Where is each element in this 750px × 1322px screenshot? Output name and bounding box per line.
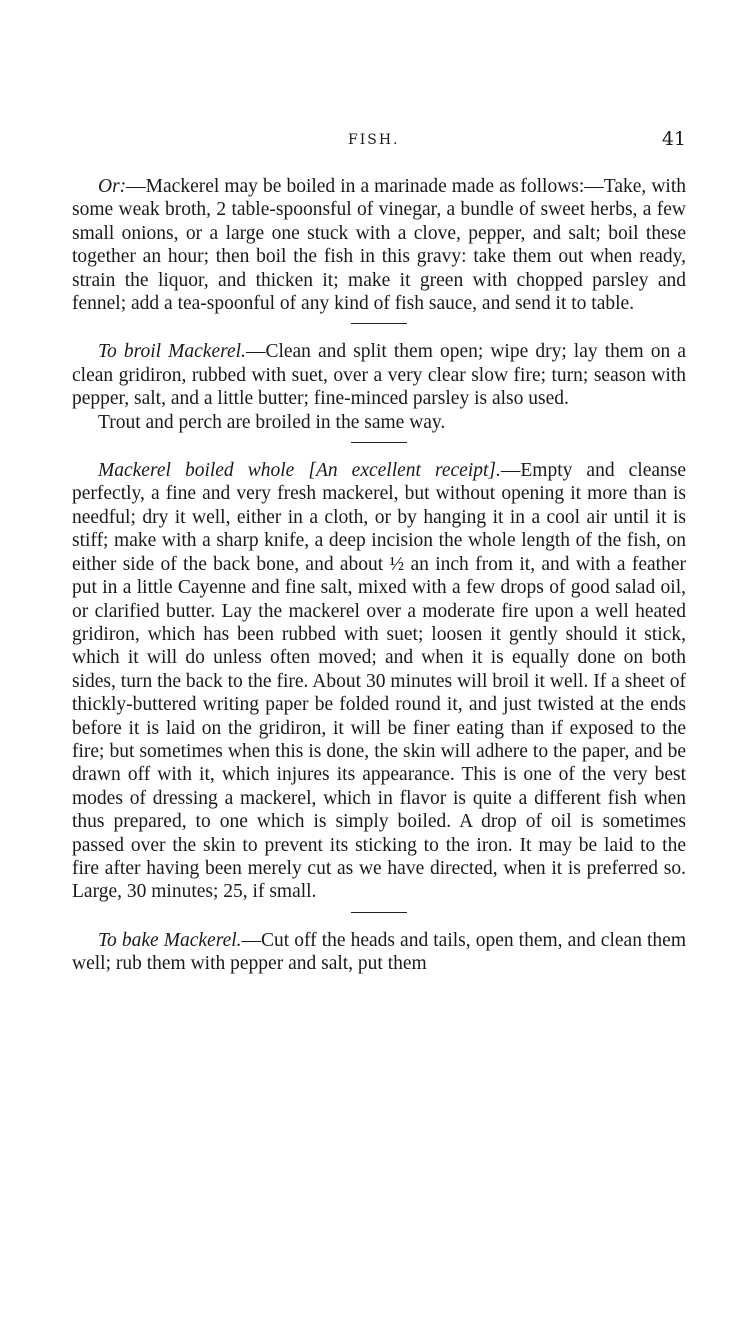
book-page	[72, 0, 686, 1322]
recipe-title: To bake Mackerel.	[98, 929, 242, 951]
recipe-text: —Mackerel may be boiled in a marinade made as follows:—Take, with some weak broth, 2 table-spoonsful of vinegar, a bundle of sweet herbs, a few small onions, or a large one stuck with a clove, pepper, and salt; boil these together an hour; then boil the fish in this gravy: take them out when ready, strain the liquor, and thicken it; make it green with chopped parsley and fennel; add a tea-spoonful of any kind of fish sauce, and send it to table.	[72, 176, 686, 315]
page-number: 41	[661, 128, 686, 150]
section-divider	[351, 323, 407, 324]
recipe-text: —Empty and cleanse perfectly, a fine and very fresh mackerel, but without opening it more than is needful; dry it well, either in a cloth, or by hanging it in a cool air until it is stiff; make with a sharp knife, a deep incision the whole length of the fish, on either side of the back bone, and about ½ an inch from it, and with a feather put in a little Cayenne and fine salt, mixed with a few drops of good salad oil, or clarified butter. Lay the mackerel over a moderate fire upon a well heated gridiron, which has been rubbed with suet; loosen it gently should it stick, which it will do unless often moved; and when it is equally done on both sides, turn the back to the fire. About 30 minutes will broil it well. If a sheet of thickly-buttered writing paper be folded round it, and just twisted at the ends before it is laid on the gridiron, it will be finer eating than if exposed to the fire; but sometimes when this is done, the skin will adhere to the paper, and be drawn off with it, which injures its appearance. This is one of the very best modes of dressing a mackerel, which in flavor is quite a different fish when thus prepared, to one which is simply boiled. A drop of oil is sometimes passed over the skin to prevent its sticking to the iron. It may be laid to the fire after having been merely cut as we have directed, when it is preferred so. Large, 30 minutes; 25, if small.	[72, 460, 687, 903]
paragraph-broil-mackerel	[72, 340, 686, 410]
section-title: FISH.	[348, 132, 400, 148]
recipe-text: —Clean and split them open; wipe dry; lay them on a clean gridiron, rubbed with suet, over a very clear slow fire; turn; season with pepper, salt, and a little butter; fine-minced parsley is also used.	[72, 341, 686, 410]
paragraph-mackerel-whole	[72, 459, 686, 904]
recipe-text: —Cut off the heads and tails, open them, and clean them well; rub them with pepper and salt, put them	[72, 929, 686, 975]
section-divider	[351, 912, 407, 913]
recipe-title: To broil Mackerel.	[98, 341, 246, 363]
recipe-title: Or:	[98, 176, 127, 197]
recipe-text: Trout and perch are broiled in the same way.	[98, 411, 446, 433]
paragraph-bake-mackerel	[72, 929, 686, 976]
recipe-title: Mackerel boiled whole [An excellent receipt].	[98, 460, 501, 482]
paragraph-marinade	[72, 175, 686, 315]
paragraph-trout-perch	[72, 411, 686, 434]
page-body	[72, 175, 686, 976]
section-divider	[351, 442, 407, 443]
running-header	[72, 128, 686, 154]
